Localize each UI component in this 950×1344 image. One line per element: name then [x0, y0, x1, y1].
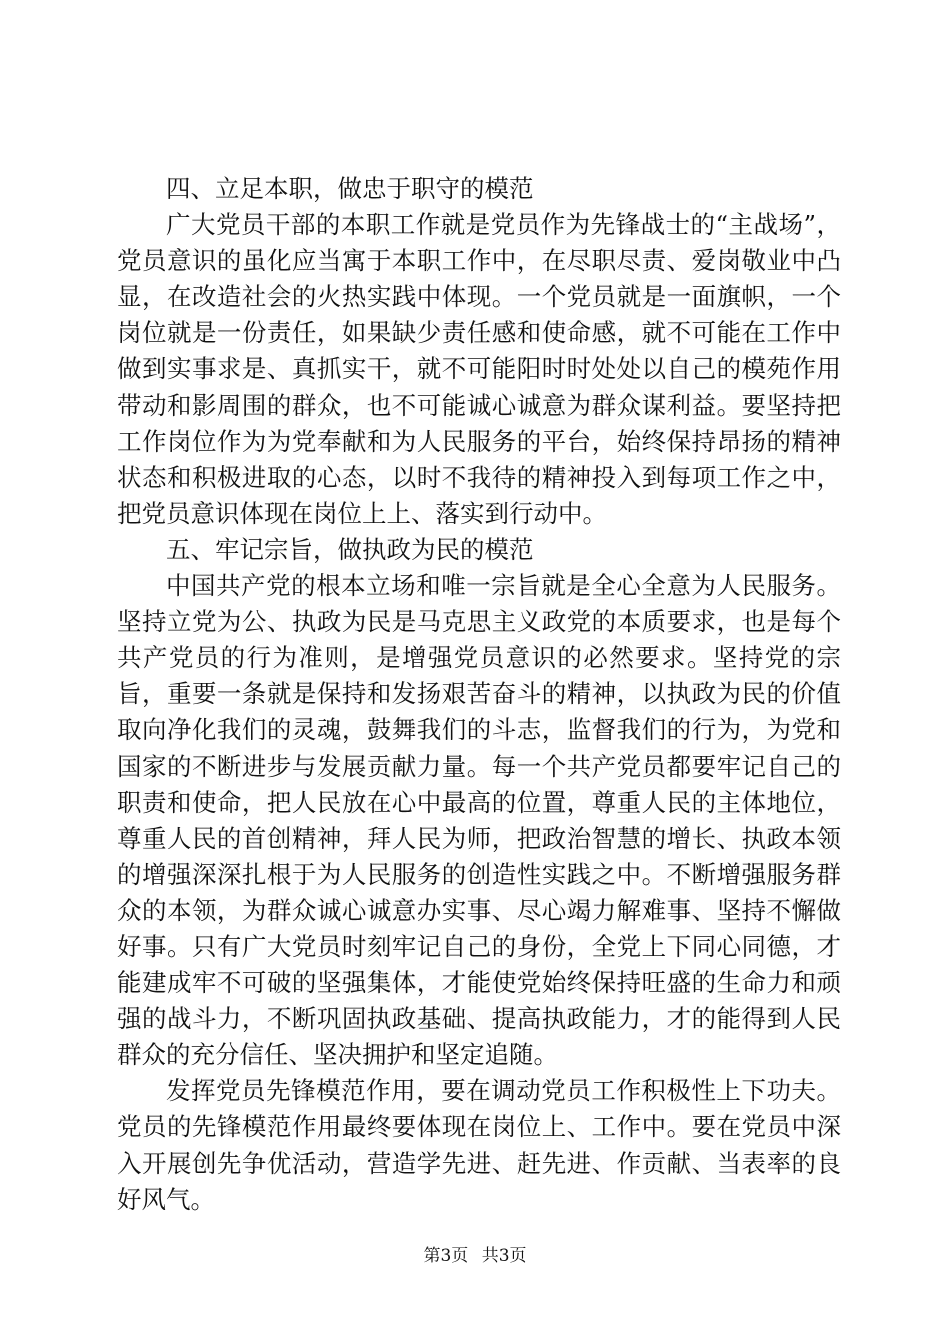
section-4-paragraph-1: 广大党员干部的本职工作就是党员作为先锋战士的“主战场”，党员意识的虽化应当寓于本职工作中，在尽职尽责、爱岗敬业中凸显，在改造社会的火热实践中体现。一个党员就是一面旗帜，一个岗位就是一份责任，如果缺少责任感和使命感，就不可能在工作中做到实事求是、真抓实干，就不可能阳时时处处以自己的模苑作用带动和影周围的群众，也不可能诚心诚意为群众谋利益。要坚持把工作岗位作为为党奉献和为人民服务的平台，始终保持昂扬的精神状态和积极进取的心态，以时不我待的精神投入到每项工作之中，把党员意识体现在岗位上上、落实到行动中。 — [117, 210, 841, 528]
page-number: 第3页 — [423, 1246, 469, 1266]
section-5-paragraph-1: 中国共产党的根本立场和唯一宗旨就是全心全意为人民服务。坚持立党为公、执政为民是马克思主义政党的本质要求，也是每个共产党员的行为准则，是增强党员意识的必然要求。坚持党的宗旨，重要一条就是保持和发扬艰苦奋斗的精神，以执政为民的价值取向净化我们的灵魂，鼓舞我们的斗志，监督我们的行为，为党和国家的不断进步与发展贡献力量。每一个共产党员都要牢记自己的职责和使命，把人民放在心中最高的位置，尊重人民的主体地位，尊重人民的首创精神，拜人民为师，把政治智慧的增长、执政本领的增强深深扎根于为人民服务的创造性实践之中。不断增强服务群众的本领，为群众诚心诚意办实事、尽心竭力解难事、坚持不懈做好事。只有广大党员时刻牢记自己的身份，全党上下同心同德，才能建成牢不可破的坚强集体，才能使党始终保持旺盛的生命力和顽强的战斗力，不断巩固执政基础、提高执政能力，才的能得到人民群众的充分信任、坚决拥护和坚定追随。 — [117, 571, 841, 1070]
document-body — [117, 171, 841, 1218]
section-5-paragraph-2: 发挥党员先锋模范作用，要在调动党员工作积极性上下功夫。党员的先锋模范作用最终要体现在岗位上、工作中。要在党员中深入开展创先争优活动，营造学先进、赶先进、作贡献、当表率的良好风气。 — [117, 1076, 841, 1214]
page-total: 共3页 — [481, 1246, 527, 1266]
section-heading-4: 四、立足本职，做忠于职守的模范 — [166, 174, 534, 203]
section-heading-5: 五、牢记宗旨，做执政为民的模范 — [166, 534, 534, 564]
page-footer — [0, 1245, 950, 1267]
